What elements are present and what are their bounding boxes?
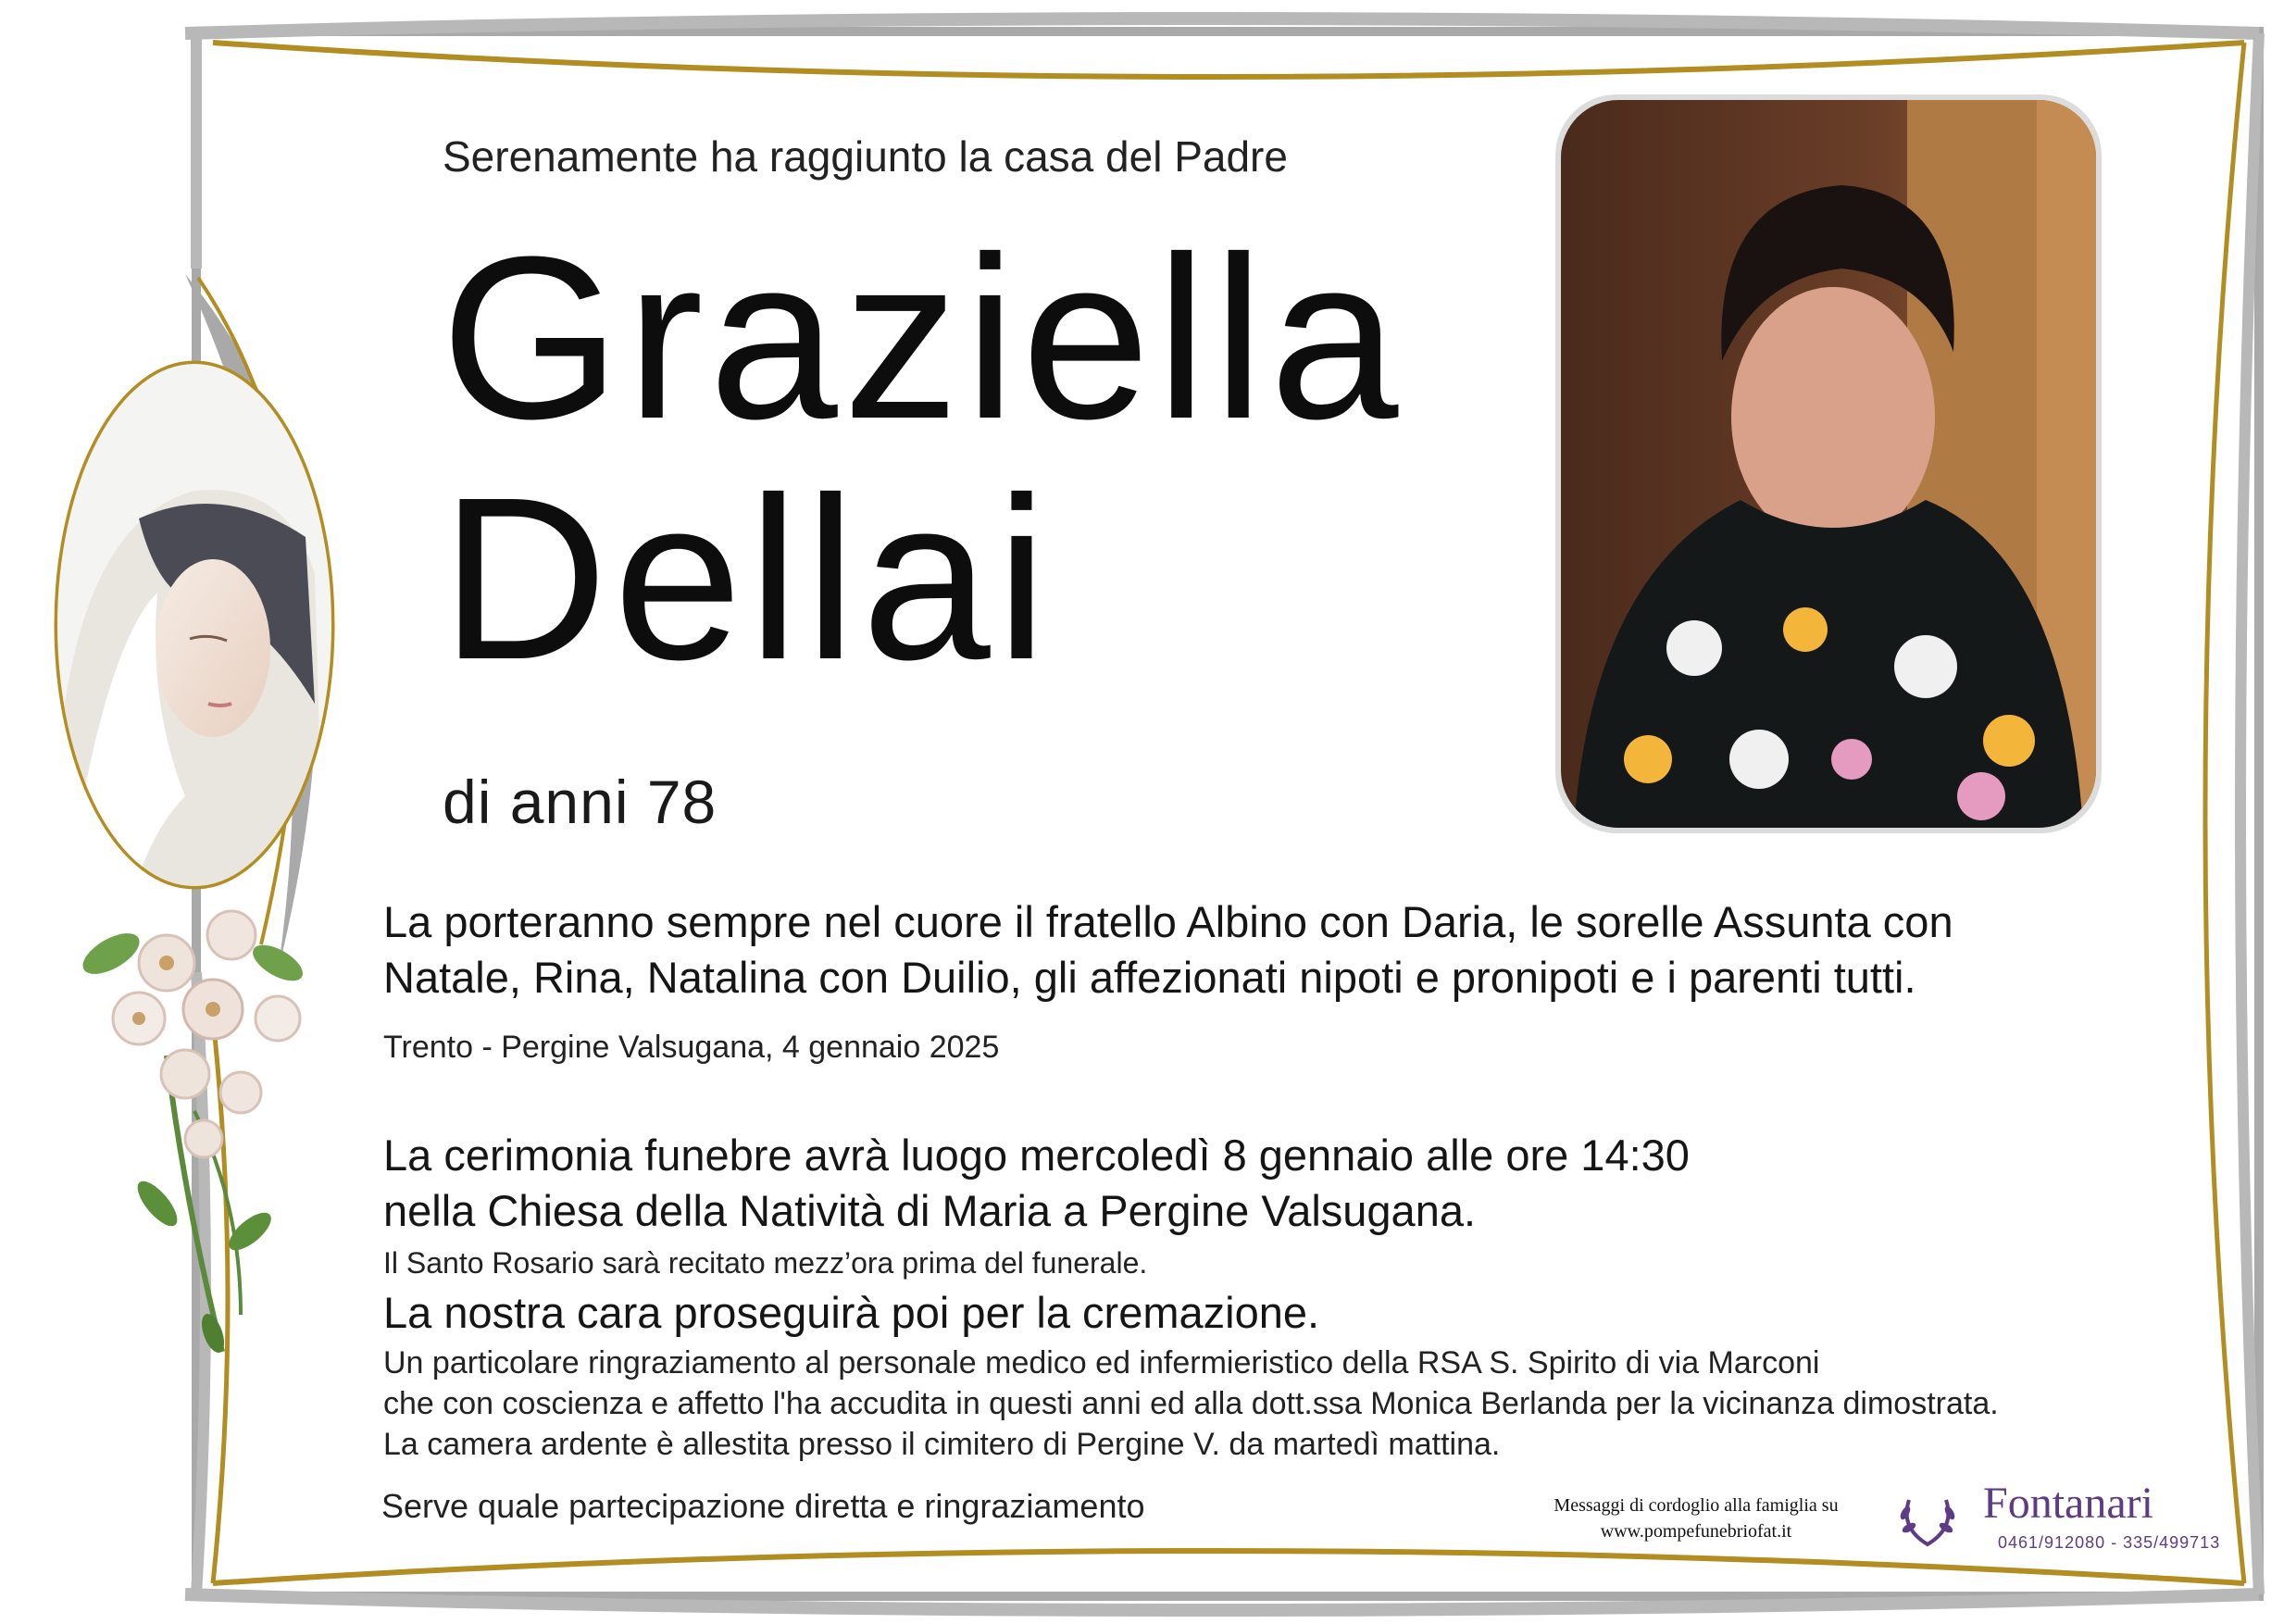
last-name: Dellai: [441, 449, 1054, 707]
participation-note: Serve quale partecipazione diretta e ringraziamento: [381, 1487, 1145, 1525]
gold-bottom-curve: [213, 1551, 2244, 1583]
ceremony-paragraph: [383, 1128, 1690, 1239]
ceremony-line: La cerimonia funebre avrà luogo mercoledì 8 gennaio alle ore 14:30: [383, 1131, 1690, 1180]
thanks-paragraph: [383, 1343, 1999, 1465]
thanks-line: che con coscienza e affetto l'ha accudita in questi anni ed alla dott.ssa Monica Berlanda per la vicinanza dimostrata.: [383, 1386, 1999, 1421]
age-line: di anni 78: [443, 768, 718, 836]
cremation-line: La nostra cara proseguirà poi per la cremazione.: [383, 1288, 1320, 1337]
portrait-photo: [1555, 94, 2102, 833]
intro-line: Serenamente ha raggiunto la casa del Padre: [443, 132, 1288, 181]
family-line: La porteranno sempre nel cuore il fratello Albino con Daria, le sorelle Assunta con: [383, 897, 1953, 946]
condolence-text: Messaggi di cordoglio alla famiglia su: [1554, 1495, 1839, 1516]
first-name: Graziella: [441, 208, 1404, 467]
brand-name: Fontanari: [1983, 1479, 2153, 1528]
funeral-home-brand: [1903, 1478, 2237, 1552]
brand-phone: 0461/912080 - 335/499713: [1998, 1533, 2221, 1552]
madonna-image: [56, 361, 333, 907]
rosary-line: Il Santo Rosario sarà recitato mezz’ora prima del funerale.: [383, 1246, 1148, 1280]
place-date: Trento - Pergine Valsugana, 4 gennaio 2025: [383, 1030, 1000, 1065]
thanks-line: La camera ardente è allestita presso il cimitero di Pergine V. da martedì mattina.: [383, 1427, 1501, 1462]
ceremony-line: nella Chiesa della Natività di Maria a Pergine Valsugana.: [383, 1186, 1477, 1235]
gold-top-curve: [213, 43, 2244, 77]
thanks-line: Un particolare ringraziamento al personale medico ed infermieristico della RSA S. Spirito di via Marconi: [383, 1345, 1820, 1380]
family-line: Natale, Rina, Natalina con Duilio, gli affezionati nipoti e pronipoti e i parenti tutti.: [383, 953, 1916, 1002]
condolence-url[interactable]: www.pompefunebriofat.it: [1600, 1521, 1792, 1542]
family-paragraph: [383, 894, 1953, 1006]
condolence-note: [1511, 1493, 1881, 1544]
